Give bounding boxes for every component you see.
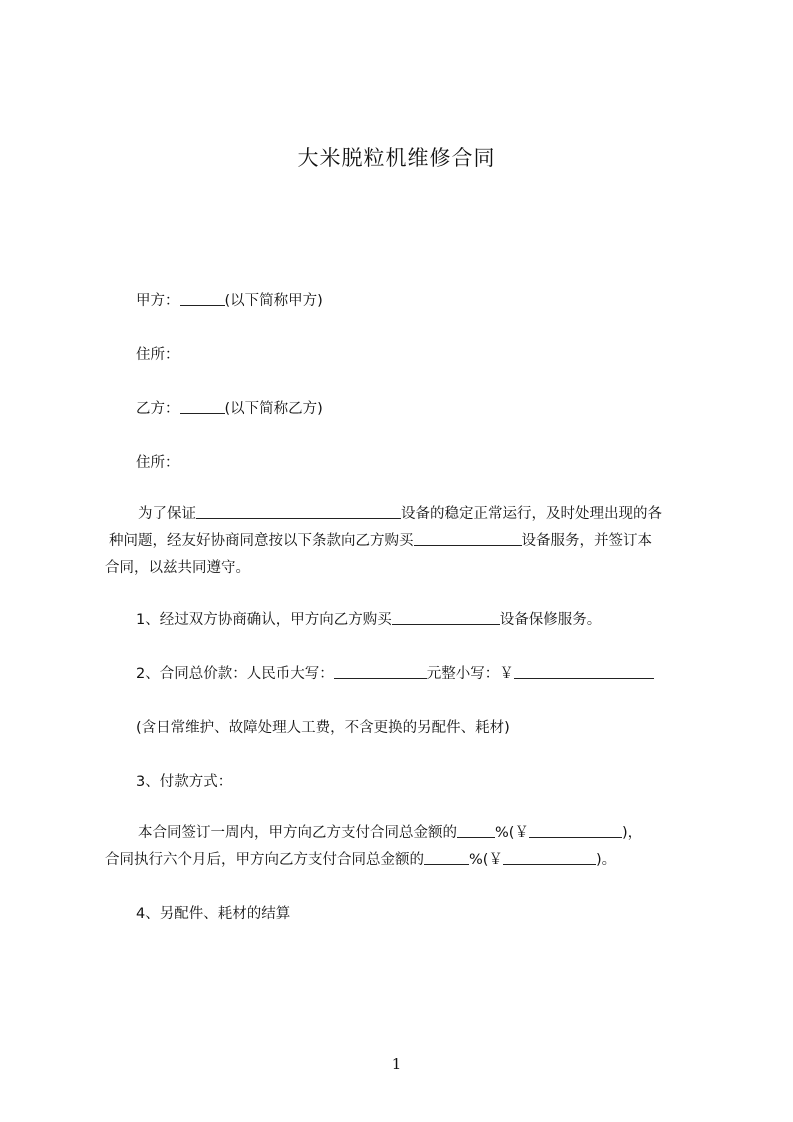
amount-numeric-blank[interactable]: [514, 664, 654, 679]
party-b-line: [136, 399, 323, 419]
clause-1: [136, 610, 601, 630]
preamble-text-1: 为了保证: [138, 506, 196, 522]
second-payment-percent-blank[interactable]: [424, 850, 469, 865]
payment-line-2-before: 合同执行六个月后，甲方向乙方支付合同总金额的: [105, 852, 424, 868]
clause-1-text-before: 1、经过双方协商确认，甲方向乙方购买: [136, 612, 392, 628]
warranty-equipment-blank[interactable]: [392, 610, 500, 625]
amount-uppercase-blank[interactable]: [334, 664, 427, 679]
payment-line-1-before: 本合同签订一周内，甲方向乙方支付合同总金额的: [138, 825, 457, 841]
party-a-address-line: [136, 345, 180, 365]
party-b-name-blank[interactable]: [180, 399, 225, 414]
payment-line-2-mid: %(￥: [469, 852, 503, 868]
equipment-name-blank[interactable]: [196, 504, 401, 519]
preamble-paragraph: [105, 501, 715, 582]
first-payment-percent-blank[interactable]: [457, 823, 495, 838]
preamble-text-2: 设备的稳定正常运行，及时处理出现的各: [401, 506, 662, 522]
clause-4-heading: 4、另配件、耗材的结算: [136, 906, 291, 922]
party-a-suffix: (以下简称甲方): [224, 293, 323, 309]
payment-line-2-after: )。: [595, 852, 617, 868]
party-b-label: 乙方：: [136, 401, 180, 417]
preamble-text-4: 设备服务，并签订本: [521, 533, 652, 549]
first-payment-amount-blank[interactable]: [529, 823, 622, 838]
payment-line-1-after: )，: [621, 825, 643, 841]
page-number: 1: [391, 1055, 402, 1073]
party-b-address-label: 住所：: [136, 455, 180, 471]
clause-2: [136, 664, 654, 684]
party-a-name-blank[interactable]: [180, 291, 225, 306]
payment-line-1-mid: %(￥: [495, 825, 529, 841]
party-b-address-line: [136, 453, 180, 473]
preamble-text-5: 合同，以兹共同遵守。: [105, 560, 250, 576]
party-b-suffix: (以下简称乙方): [224, 401, 323, 417]
party-a-address-label: 住所：: [136, 347, 180, 363]
equipment-service-blank[interactable]: [414, 531, 522, 546]
clause-2-text-before: 2、合同总价款：人民币大写：: [136, 666, 334, 682]
document-title: 大米脱粒机维修合同: [297, 146, 496, 170]
party-a-label: 甲方：: [136, 293, 180, 309]
clause-1-text-after: 设备保修服务。: [499, 612, 602, 628]
clause-3-heading: 3、付款方式：: [136, 774, 233, 790]
party-a-line: [136, 291, 323, 311]
clause-2-text-middle: 元整小写：￥: [426, 666, 514, 682]
preamble-text-3: 种问题，经友好协商同意按以下条款向乙方购买: [109, 533, 414, 549]
clause-2-note: (含日常维护、故障处理人工费，不含更换的另配件、耗材): [136, 720, 510, 736]
second-payment-amount-blank[interactable]: [503, 850, 596, 865]
payment-paragraph: [105, 820, 715, 874]
